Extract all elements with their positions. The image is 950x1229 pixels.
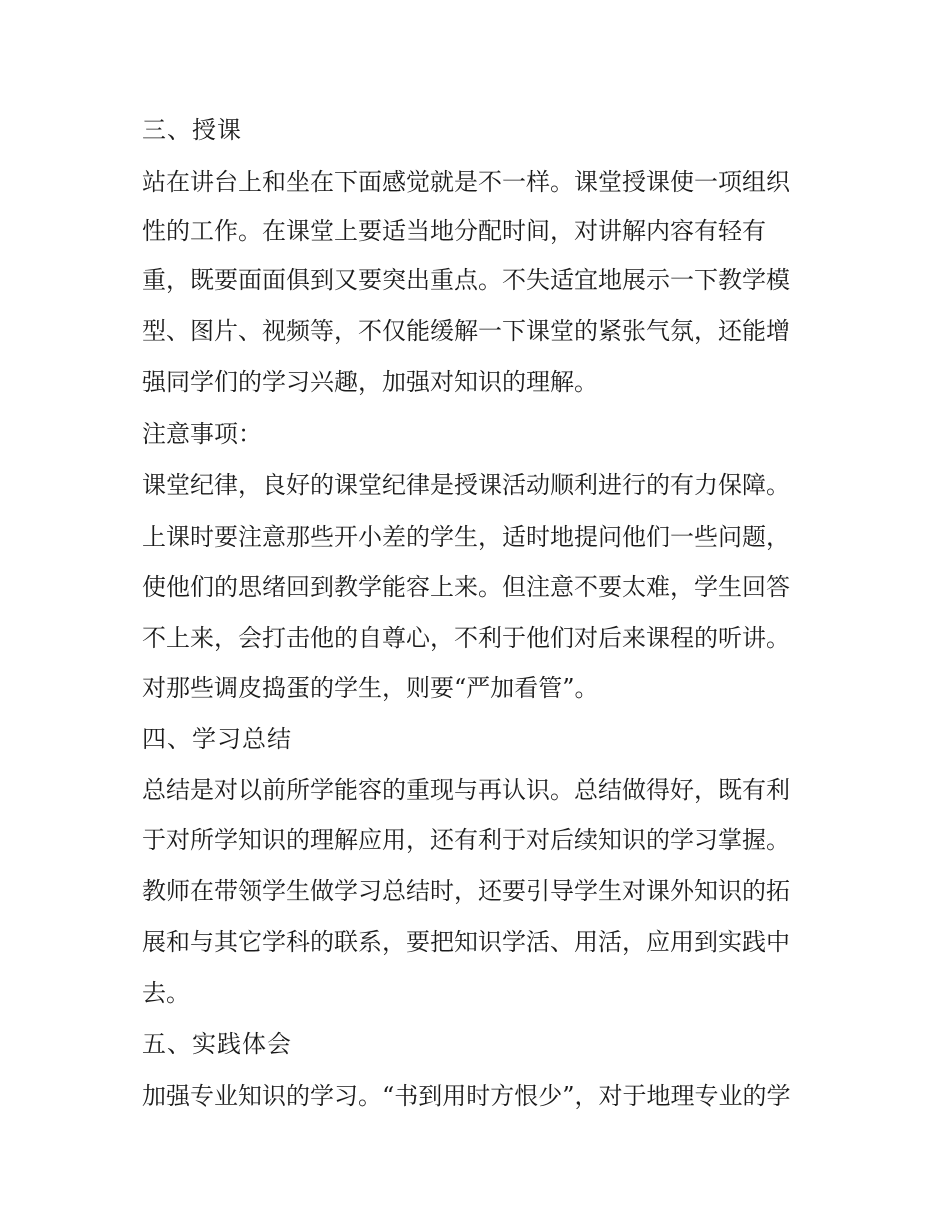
paragraph-line: 对那些调皮捣蛋的学生，则要“严加看管”。 [142,674,599,702]
paragraph-line: 总结是对以前所学能容的重现与再认识。总结做得好，既有利 [142,776,790,804]
paragraph-line: 加强专业知识的学习。“书到用时方恨少”，对于地理专业的学 [142,1082,791,1110]
paragraph-line: 展和与其它学科的联系，要把知识学活、用活，应用到实践中 [142,928,790,956]
section-heading-teaching: 三、授课 [142,116,242,144]
paragraph-line: 去。 [142,979,190,1007]
paragraph-line: 站在讲台上和坐在下面感觉就是不一样。课堂授课使一项组织 [142,168,790,196]
paragraph-line: 性的工作。在课堂上要适当地分配时间，对讲解内容有轻有 [142,217,766,245]
paragraph-line: 重，既要面面俱到又要突出重点。不失适宜地展示一下教学模 [142,266,790,294]
paragraph-line: 不上来，会打击他的自尊心，不利于他们对后来课程的听讲。 [142,624,790,652]
section-heading-practice: 五、实践体会 [142,1030,292,1058]
paragraph-line: 型、图片、视频等，不仅能缓解一下课堂的紧张气氛，还能增 [142,317,790,345]
paragraph-line: 强同学们的学习兴趣，加强对知识的理解。 [142,368,598,396]
paragraph-line: 于对所学知识的理解应用，还有利于对后续知识的学习掌握。 [142,826,790,854]
paragraph-line: 上课时要注意那些开小差的学生，适时地提问他们一些问题， [142,523,790,551]
paragraph-line: 教师在带领学生做学习总结时，还要引导学生对课外知识的拓 [142,877,790,905]
paragraph-line: 使他们的思绪回到教学能容上来。但注意不要太难，学生回答 [142,573,790,601]
section-heading-summary: 四、学习总结 [142,725,292,753]
paragraph-line: 课堂纪律，良好的课堂纪律是授课活动顺利进行的有力保障。 [142,471,790,499]
subheading-notes: 注意事项： [142,420,262,448]
